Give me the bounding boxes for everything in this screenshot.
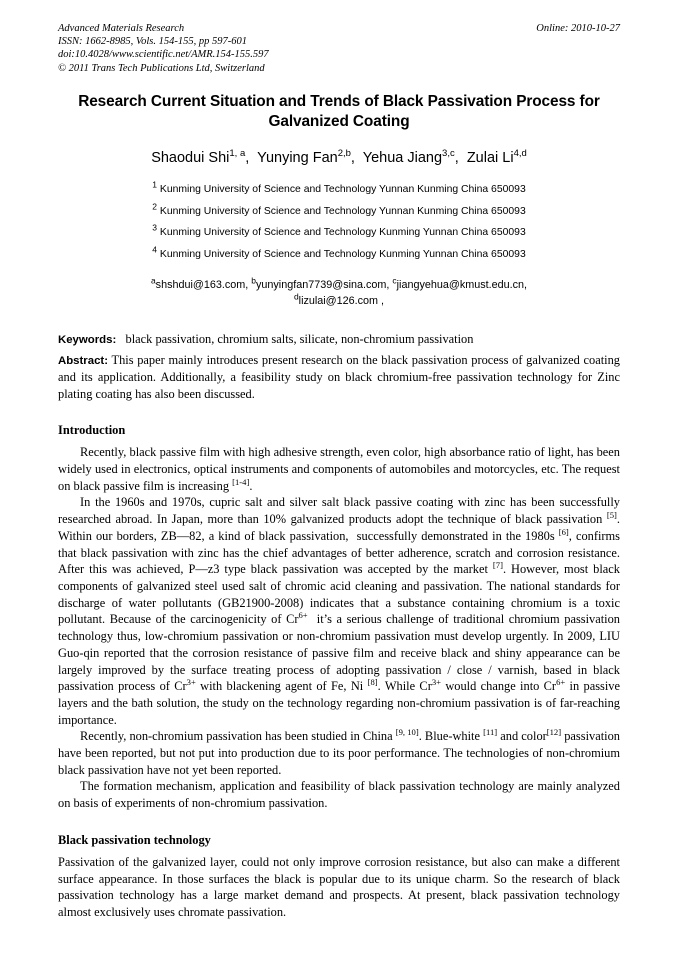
author-list: Shaodui Shi$^{1, a}$, Yunying Fan$^{2,b}$, Yehua Jiang$^{3,c}$, Zulai Li$^{4,d}$: [151, 148, 527, 166]
citation-ref: [7]: [492, 560, 503, 571]
page-content: [58, 22, 620, 921]
author-entry: Yehua Jiang$^{3,c}$: [362, 148, 455, 166]
abstract-label: Abstract:: [58, 354, 109, 367]
paragraph: Recently, black passive film with high adhesive strength, even color, high absorbance ratio of light, has been widely used in electronics, optical instruments and components of automobiles and motorcycles, etc. The request on black passive film is increasing [1-4].: [58, 445, 620, 493]
paragraph: Recently, non-chromium passivation has been studied in China [9, 10]. Blue-white [11] and color[12] passivation have been reported, but not put into production due to its poor performance. The technologies of non-chromium black passivation have not yet been reported.: [58, 727, 620, 777]
affiliation-list: [58, 179, 620, 265]
author-entry: Shaodui Shi$^{1, a}$: [151, 148, 246, 166]
keywords-label: Keywords:: [58, 334, 117, 346]
email-line-1: $^a$shshdui@163.com, $^b$yunyingfan7739@sina.com, $^c$jiangyehua@kmust.edu.cn,: [150, 275, 528, 291]
citation-ref: [11]: [483, 727, 498, 738]
copyright-line: © 2011 Trans Tech Publications Ltd, Switzerland: [58, 62, 265, 74]
ion-superscript: 6+: [298, 610, 308, 621]
affiliation-item: $^4$ Kunming University of Science and Technology Kunming Yunnan China 650093: [152, 244, 526, 260]
paragraph: In the 1960s and 1970s, cupric salt and silver salt black passive coating with zinc has been successfully researched abroad. In Japan, more than 10% galvanized products adopt the technique of black passivation [5]. Within our borders, ZB—82, a kind of black passivation, successfully demonstrated in the 1980s [6], confirms that black passivation with zinc has the chief advantages of better adherence, scratch and corrosion resistance. After this was achieved, P—z3 type black passivation was accepted by the market [7]. However, most black components of galvanized steel used salt of chromic acid cleaning and passivation. The national standards for discharge of water pollutants (GB21900-2008) indicates that a substance containing chromium is a toxic pollutant. Because of the carcinogenicity of $Cr^{6+}$ it’s a serious challenge of traditional chromium passivation technology thus, low-chromium passivation or non-chromium passivation must develop urgently. In 2009, LIU Guo-qin reported that the corrosion resistance of passive film and receive black and shiny appearance can be largely improved by the surface treating process of adopting passivation / close / varnish, based in black passivation process of $Cr^{3+}$ with blackening agent of Fe, Ni [8]. While $Cr^{3+}$ would change into $Cr^{6+}$ in passive layers and the bath solution, the study on the technology regarding non-chromium passivation is of far-reaching importance.: [58, 495, 621, 727]
section-heading-introduction: Introduction: [58, 423, 126, 438]
citation-ref: [12]: [546, 727, 562, 738]
affiliation-item: $^3$ Kunming University of Science and Technology Kunming Yunnan China 650093: [152, 222, 526, 238]
author-entry: Zulai Li$^{4,d}$: [466, 148, 527, 166]
paragraph: Passivation of the galvanized layer, could not only improve corrosion resistance, but also can make a different surface appearance. In those surfaces the black is popular due to its unique charm. So the research of black passivation technology has a large market demand and prospects. At present, black passivation technology almost exclusively uses chromate passivation.: [58, 854, 620, 919]
affiliation-item: $^1$ Kunming University of Science and Technology Yunnan Kunming China 650093: [152, 179, 526, 195]
ion-superscript: 3+: [186, 677, 196, 688]
email-line-2: $^d$lizulai@126.com ,: [293, 291, 385, 307]
author-sup: 4,d: [513, 148, 527, 160]
paragraph: The formation mechanism, application and feasibility of black passivation technology are mainly analyzed on basis of experiments of non-chromium passivation.: [58, 779, 620, 811]
author-sup: 3,c: [442, 148, 455, 160]
keywords-abstract-block: [58, 331, 620, 402]
doi-line: doi:10.4028/www.scientific.net/AMR.154-155.597: [58, 49, 269, 61]
abstract-line: [58, 352, 620, 403]
author-sup: 2,b: [337, 148, 351, 160]
ion-superscript: 6+: [556, 677, 566, 688]
citation-ref: [1-4]: [232, 476, 250, 487]
citation-ref: [8]: [367, 677, 378, 688]
affiliation-item: $^2$ Kunming University of Science and Technology Yunnan Kunming China 650093: [152, 201, 526, 217]
issn-line: ISSN: 1662-8985, Vols. 154-155, pp 597-601: [58, 36, 247, 48]
citation-ref: [5]: [606, 510, 617, 521]
section-heading-black-passivation: Black passivation technology: [58, 832, 211, 847]
journal-header: [58, 22, 620, 78]
citation-ref: [9, 10]: [395, 727, 419, 738]
journal-name: Advanced Materials Research: [58, 23, 185, 34]
author-emails: [58, 277, 620, 309]
page-title: Research Current Situation and Trends of Black Passivation Process for Galvanized Coating: [78, 93, 600, 130]
online-date: Online: 2010-10-27: [536, 23, 620, 34]
abstract-text: This paper mainly introduces present research on the black passivation process of galvanized coating and its application. Additionally, a feasibility study on black chromium-free passivation technology for Zinc plating coating has also been discussed.: [58, 352, 620, 401]
keywords-line: [58, 331, 620, 349]
keywords-text: black passivation, chromium salts, silicate, non-chromium passivation: [125, 332, 474, 346]
author-sup: 1, a: [229, 148, 246, 160]
author-entry: Yunying Fan$^{2,b}$: [257, 148, 351, 166]
ion-superscript: 3+: [431, 677, 441, 688]
citation-ref: [6]: [558, 526, 569, 537]
